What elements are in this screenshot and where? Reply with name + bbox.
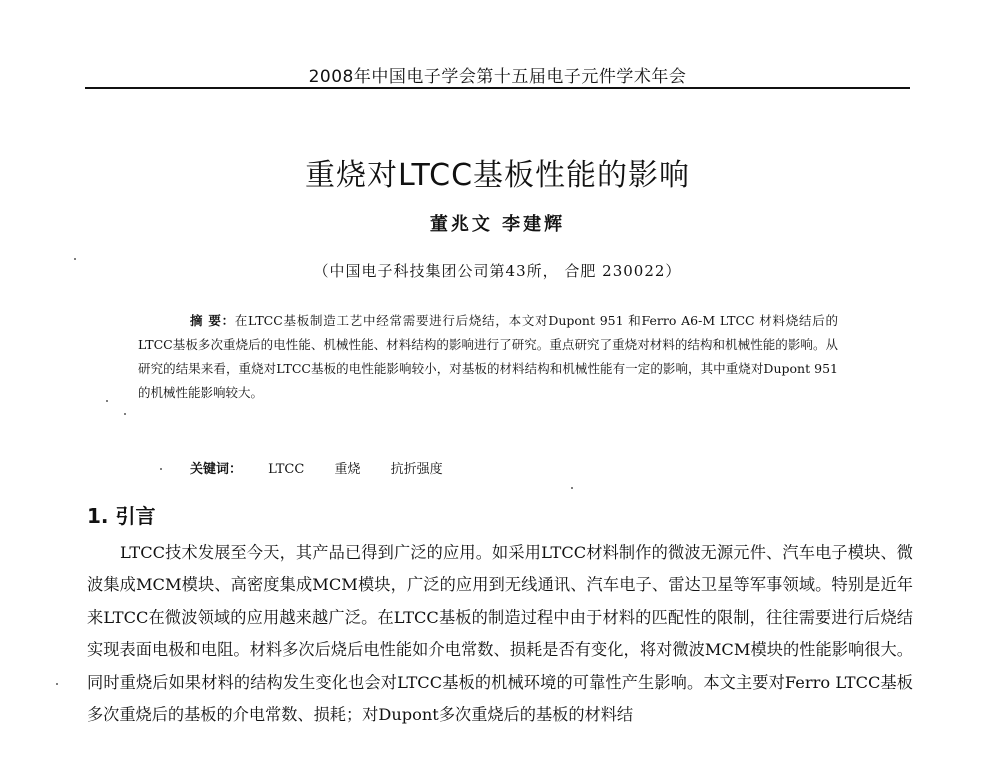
header-rule xyxy=(85,87,910,89)
keyword-3: 抗折强度 xyxy=(390,462,443,477)
scan-speck xyxy=(56,683,58,685)
authors: 董兆文 李建辉 xyxy=(429,214,566,235)
keywords-label: 关键词： xyxy=(190,462,243,477)
section-body: LTCC技术发展至今天，其产品已得到广泛的应用。如采用LTCC材料制作的微波无源元件、汽车电子模块、微波集成MCM模块、高密度集成MCM模块，广泛的应用到无线通讯、汽车电子、雷达卫星等军事领域。特别是近年来LTCC在微波领域的应用越来越广泛。在LTCC基板的制造过程中由于材料的匹配性的限制，往往需要进行后烧结实现表面电极和电阻。材料多次后烧后电性能如介电常数、损耗是否有变化，将对微波MCM模块的性能影响很大。同时重烧后如果材料的结构发生变化也会对LTCC基板的机械环境的可靠性产生影响。本文主要对Ferro LTCC基板多次重烧后的基板的介电常数、损耗；对Dupont多次重烧后的基板的材料结 xyxy=(87,543,913,725)
affiliation: （中国电子科技集团公司第43所， 合肥 230022） xyxy=(313,262,682,280)
abstract xyxy=(138,309,838,405)
keyword-1: LTCC xyxy=(268,462,305,477)
scan-speck xyxy=(160,468,162,470)
scan-speck xyxy=(124,413,126,415)
scan-speck xyxy=(106,400,108,402)
keywords xyxy=(190,458,469,477)
scan-speck xyxy=(571,487,573,489)
abstract-text: 在LTCC基板制造工艺中经常需要进行后烧结，本文对Dupont 951 和Ferro A6-M LTCC 材料烧结后的LTCC基板多次重烧后的电性能、机械性能、材料结构的影响进行了研究。重点研究了重烧对材料的结构和机械性能的影响。从研究的结果来看，重烧对LTCC基板的电性能影响较小，对基板的材料结构和机械性能有一定的影响，其中重烧对Dupont 951 的机械性能影响较大。 xyxy=(138,313,838,400)
paper-title: 重烧对LTCC基板性能的影响 xyxy=(304,158,691,193)
running-header: 2008年中国电子学会第十五届电子元件学术年会 xyxy=(308,67,687,87)
section-heading: 1. 引言 xyxy=(87,504,156,528)
scan-speck xyxy=(74,258,76,260)
abstract-label: 摘 要： xyxy=(190,313,235,328)
keyword-2: 重烧 xyxy=(334,462,361,477)
